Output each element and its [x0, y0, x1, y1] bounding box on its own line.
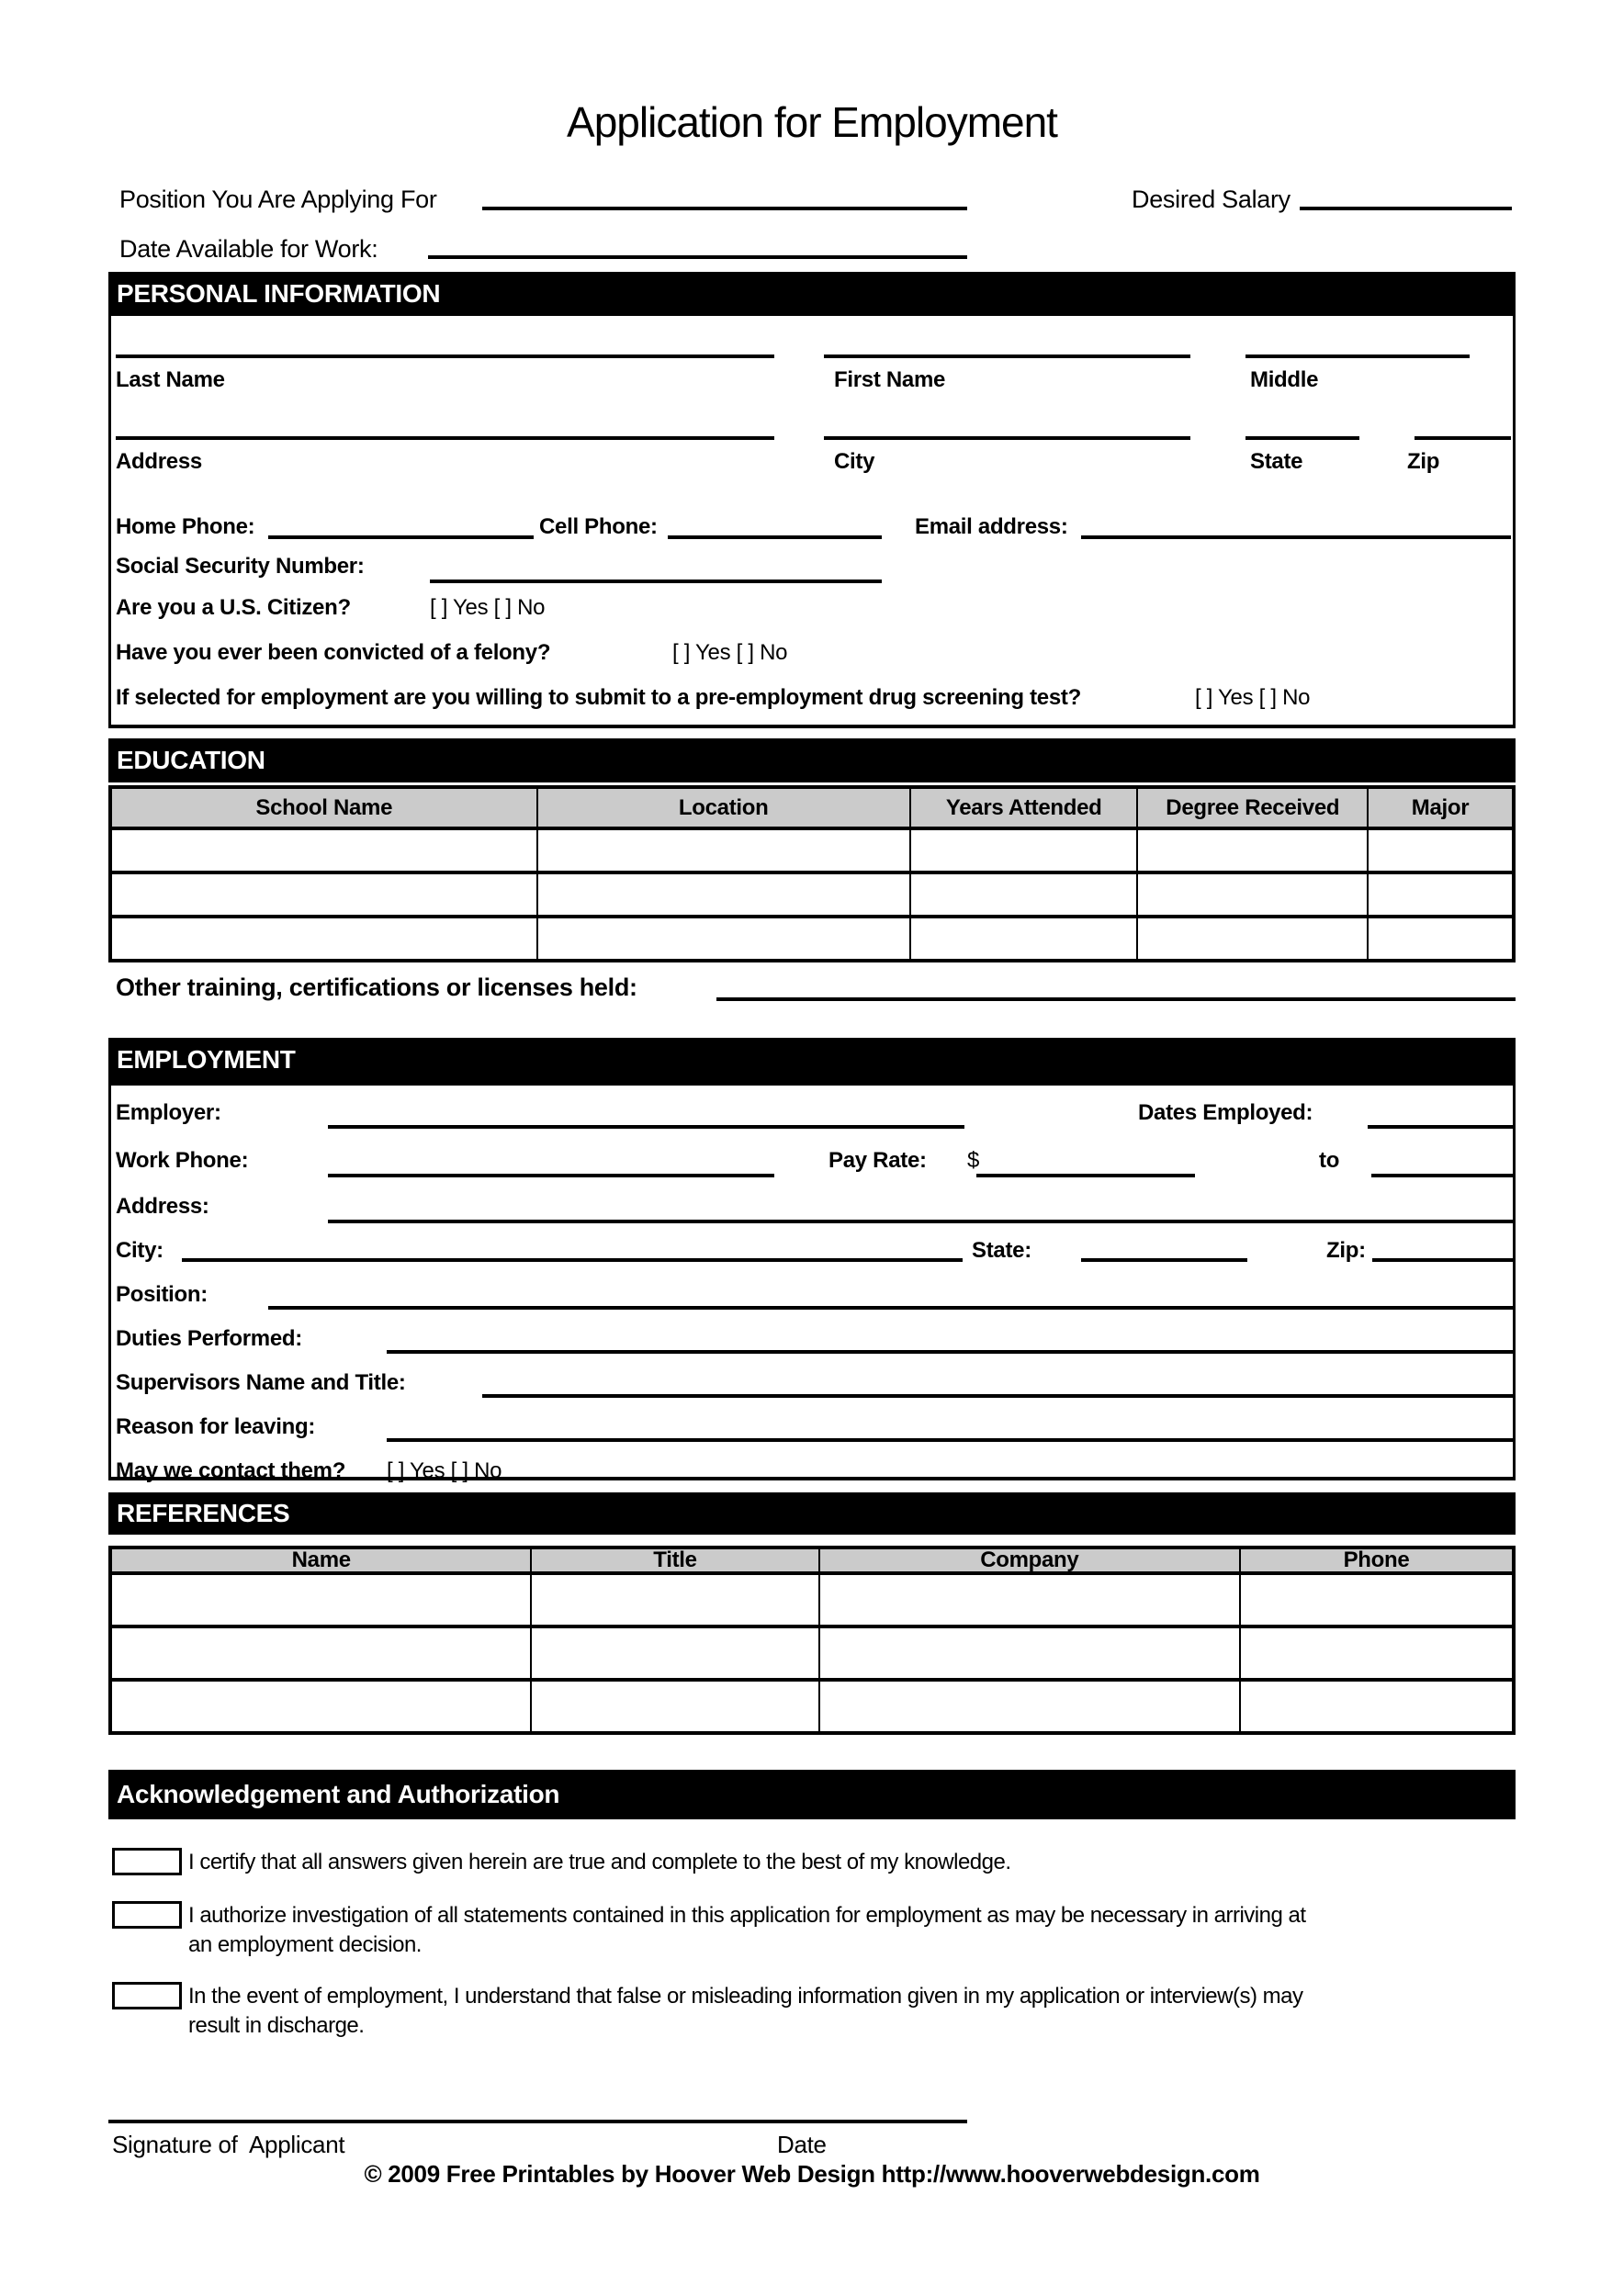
education-cell[interactable]	[110, 828, 537, 872]
dates-employed-to-line[interactable]	[1371, 1174, 1516, 1177]
ssn-line[interactable]	[430, 580, 882, 583]
education-cell[interactable]	[1368, 828, 1514, 872]
email-line[interactable]	[1081, 535, 1511, 539]
zip-line[interactable]	[1414, 436, 1511, 440]
contact-yes-no-options[interactable]: [ ] Yes [ ] No	[387, 1458, 502, 1483]
employer-state-label: State:	[972, 1238, 1031, 1263]
employment-header: EMPLOYMENT	[108, 1038, 1516, 1082]
education-cell[interactable]	[1137, 828, 1368, 872]
address-line[interactable]	[116, 436, 774, 440]
references-cell[interactable]	[1240, 1626, 1514, 1680]
other-training-label: Other training, certifications or licenses held:	[116, 974, 637, 1001]
citizen-question: Are you a U.S. Citizen?	[116, 595, 351, 620]
references-col-title: Title	[531, 1548, 818, 1573]
home-phone-label: Home Phone:	[116, 514, 255, 539]
education-cell[interactable]	[910, 872, 1138, 917]
last-name-label: Last Name	[116, 367, 225, 392]
acknowledgement-header: Acknowledgement and Authorization	[108, 1770, 1516, 1819]
employer-label: Employer:	[116, 1100, 221, 1125]
position-applying-label: Position You Are Applying For	[119, 186, 437, 213]
education-cell[interactable]	[1368, 872, 1514, 917]
date-available-label: Date Available for Work:	[119, 235, 378, 263]
middle-name-label: Middle	[1250, 367, 1319, 392]
education-cell[interactable]	[537, 872, 910, 917]
employer-state-line[interactable]	[1081, 1258, 1247, 1262]
desired-salary-label: Desired Salary	[1132, 186, 1291, 213]
ack-checkbox-certify[interactable]	[112, 1848, 182, 1875]
employer-city-label: City:	[116, 1238, 163, 1263]
references-cell[interactable]	[531, 1626, 818, 1680]
to-label: to	[1319, 1148, 1340, 1173]
education-cell[interactable]	[1368, 917, 1514, 961]
zip-label: Zip	[1407, 449, 1440, 474]
education-cell[interactable]	[1137, 872, 1368, 917]
education-row	[110, 828, 1514, 872]
references-row	[110, 1573, 1514, 1626]
references-cell[interactable]	[819, 1626, 1240, 1680]
duties-performed-label: Duties Performed:	[116, 1326, 302, 1351]
education-cell[interactable]	[910, 917, 1138, 961]
education-row	[110, 917, 1514, 961]
form-title: Application for Employment	[567, 98, 1057, 146]
employer-address-line[interactable]	[328, 1220, 1516, 1223]
first-name-label: First Name	[834, 367, 946, 392]
date-available-line[interactable]	[428, 255, 967, 259]
pay-rate-line[interactable]	[976, 1174, 1195, 1177]
references-col-company: Company	[819, 1548, 1240, 1573]
references-cell[interactable]	[1240, 1573, 1514, 1626]
education-cell[interactable]	[910, 828, 1138, 872]
position-label: Position:	[116, 1282, 208, 1307]
education-header: EDUCATION	[108, 738, 1516, 782]
drug-test-yes-no-options[interactable]: [ ] Yes [ ] No	[1195, 685, 1311, 710]
city-label: City	[834, 449, 875, 474]
email-label: Email address:	[915, 514, 1068, 539]
supervisor-label: Supervisors Name and Title:	[116, 1370, 406, 1395]
first-name-line[interactable]	[824, 355, 1190, 358]
middle-name-line[interactable]	[1245, 355, 1470, 358]
education-col-major: Major	[1368, 787, 1514, 828]
references-row	[110, 1626, 1514, 1680]
employer-city-line[interactable]	[182, 1258, 963, 1262]
references-header: REFERENCES	[108, 1492, 1516, 1535]
references-cell[interactable]	[110, 1680, 531, 1733]
last-name-line[interactable]	[116, 355, 774, 358]
felony-yes-no-options[interactable]: [ ] Yes [ ] No	[672, 640, 788, 665]
references-cell[interactable]	[1240, 1680, 1514, 1733]
signature-line[interactable]	[108, 2120, 967, 2123]
references-cell[interactable]	[819, 1680, 1240, 1733]
other-training-line[interactable]	[716, 997, 1516, 1001]
education-col-years-attended: Years Attended	[910, 787, 1138, 828]
contact-question: May we contact them?	[116, 1458, 346, 1483]
education-row	[110, 872, 1514, 917]
work-phone-label: Work Phone:	[116, 1148, 249, 1173]
home-phone-line[interactable]	[268, 535, 534, 539]
dates-employed-label: Dates Employed:	[1138, 1100, 1313, 1125]
education-cell[interactable]	[110, 917, 537, 961]
employer-address-label: Address:	[116, 1194, 209, 1219]
ack-statement-certify: I certify that all answers given herein are true and complete to the best of my knowledge.	[188, 1850, 1011, 1874]
cell-phone-line[interactable]	[668, 535, 882, 539]
supervisor-line[interactable]	[482, 1394, 1516, 1398]
currency-symbol: $	[967, 1148, 980, 1173]
position-line[interactable]	[268, 1306, 1516, 1310]
date-label: Date	[777, 2131, 827, 2158]
education-cell[interactable]	[1137, 917, 1368, 961]
address-label: Address	[116, 449, 202, 474]
citizen-yes-no-options[interactable]: [ ] Yes [ ] No	[430, 595, 546, 620]
education-col-degree-received: Degree Received	[1137, 787, 1368, 828]
references-row	[110, 1680, 1514, 1733]
education-header-row	[110, 787, 1514, 828]
employer-zip-line[interactable]	[1372, 1258, 1516, 1262]
reason-leaving-label: Reason for leaving:	[116, 1414, 316, 1439]
duties-performed-line[interactable]	[387, 1350, 1516, 1354]
education-table	[108, 785, 1516, 962]
references-cell[interactable]	[531, 1573, 818, 1626]
drug-test-question: If selected for employment are you willing to submit to a pre-employment drug screening test?	[116, 685, 1081, 710]
employment-box	[108, 1082, 1516, 1480]
ack-checkbox-discharge[interactable]	[112, 1982, 182, 2009]
references-table	[108, 1546, 1516, 1735]
pay-rate-label: Pay Rate:	[828, 1148, 927, 1173]
signature-label: Signature of Applicant	[112, 2131, 345, 2158]
personal-info-header: PERSONAL INFORMATION	[108, 272, 1516, 316]
ack-checkbox-authorize[interactable]	[112, 1901, 182, 1929]
references-col-phone: Phone	[1240, 1548, 1514, 1573]
employer-zip-label: Zip:	[1326, 1238, 1366, 1263]
ack-statement-discharge-line2: result in discharge.	[188, 2013, 365, 2038]
work-phone-line[interactable]	[328, 1174, 774, 1177]
state-label: State	[1250, 449, 1303, 474]
education-col-school-name: School Name	[110, 787, 537, 828]
ack-statement-authorize-line1: I authorize investigation of all statements contained in this application for employment as may be necessary in arriving at	[188, 1903, 1306, 1928]
education-cell[interactable]	[537, 917, 910, 961]
dates-employed-from-line[interactable]	[1368, 1125, 1516, 1129]
references-cell[interactable]	[531, 1680, 818, 1733]
employer-line[interactable]	[328, 1125, 964, 1129]
copyright-text: © 2009 Free Printables by Hoover Web Design http://www.hooverwebdesign.com	[364, 2160, 1260, 2188]
references-cell[interactable]	[110, 1626, 531, 1680]
references-col-name: Name	[110, 1548, 531, 1573]
ack-statement-discharge-line1: In the event of employment, I understand that false or misleading information given in my application or interview(s) may	[188, 1984, 1303, 2009]
references-cell[interactable]	[110, 1573, 531, 1626]
reason-leaving-line[interactable]	[387, 1438, 1516, 1442]
education-col-location: Location	[537, 787, 910, 828]
felony-question: Have you ever been convicted of a felony?	[116, 640, 551, 665]
education-cell[interactable]	[537, 828, 910, 872]
position-applying-line[interactable]	[482, 207, 967, 210]
desired-salary-line[interactable]	[1300, 207, 1512, 210]
education-cell[interactable]	[110, 872, 537, 917]
ack-statement-authorize-line2: an employment decision.	[188, 1932, 422, 1957]
state-line[interactable]	[1245, 436, 1359, 440]
references-header-row	[110, 1548, 1514, 1573]
city-line[interactable]	[824, 436, 1190, 440]
ssn-label: Social Security Number:	[116, 554, 365, 579]
cell-phone-label: Cell Phone:	[539, 514, 658, 539]
references-cell[interactable]	[819, 1573, 1240, 1626]
